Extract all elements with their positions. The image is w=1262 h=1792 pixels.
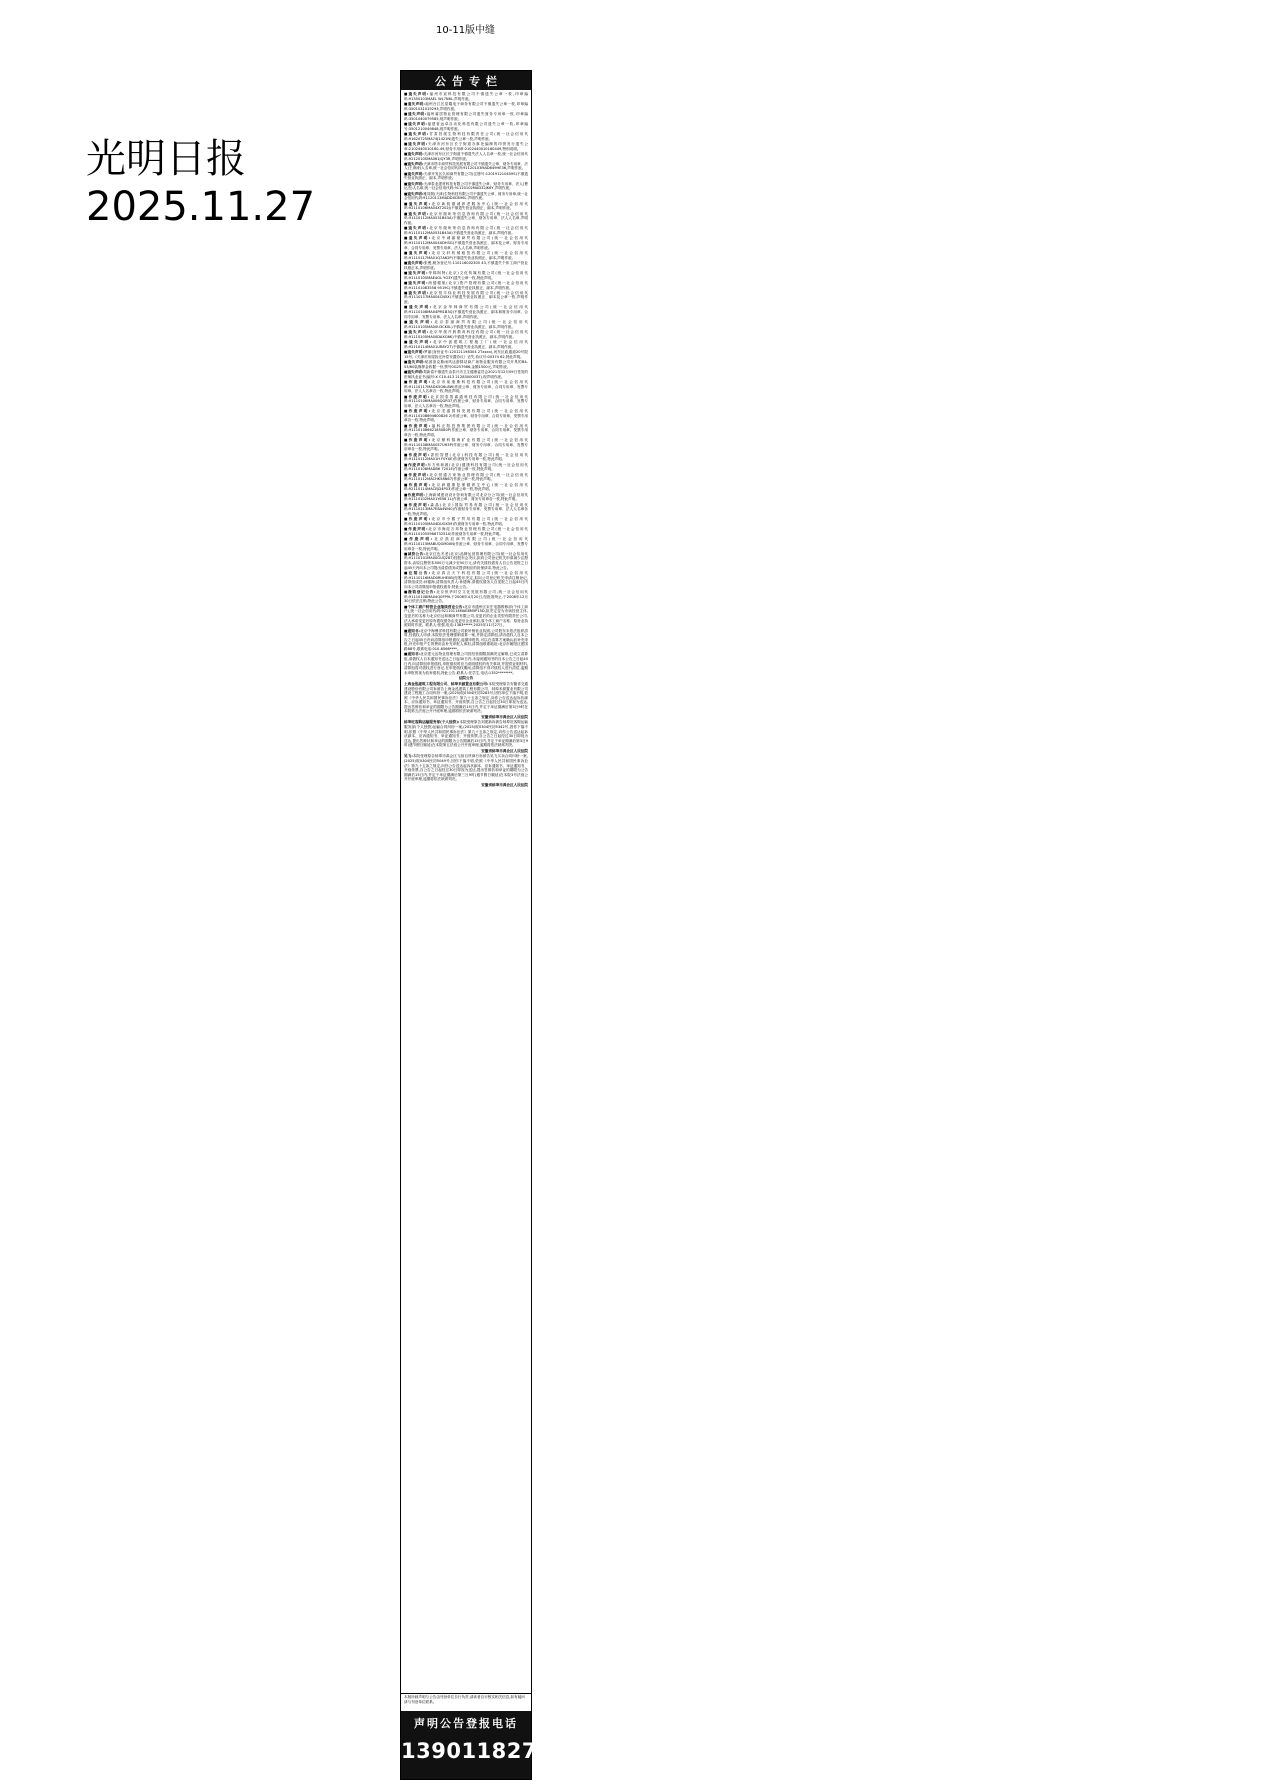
notice-type: ■撤销登记公告: (404, 590, 436, 595)
notice-type: ■作废声明: (404, 438, 431, 443)
notice-type: ■遗失声明: (404, 350, 424, 354)
notice-item (404, 360, 528, 369)
notice-text: 天津市河东区长宁街道办事处编制的印资发行遗失公章:2102440010160-49,财务专用章:2102440010160449,特别说明。 (404, 141, 529, 151)
notice-type: ■遗失声明: (404, 211, 429, 216)
notice-item (404, 605, 528, 628)
court-notice-item (404, 754, 528, 782)
notice-type: ■遗失声明: (404, 305, 432, 310)
notice-item (404, 453, 528, 462)
notice-item (404, 202, 528, 211)
notice-type: ■注销公告: (404, 571, 431, 576)
notice-item (404, 424, 528, 438)
notice-type: ■遗失声明: (404, 340, 432, 345)
notice-text: 北京中创建筑工程施工厂(统一社会信用代码:92110114MA01UR8Y2T)不慎遗失营业执照正、副本,声明作废。 (404, 340, 528, 349)
notice-text: 尚德健航(北京)资产管理有限公司(统一社会信用代码:911101083558 9519C)不慎遗失营业执照正、副本,声明作废。 (404, 280, 528, 290)
notice-type: ■遗失声明: (404, 111, 427, 116)
notice-type: ■遗失声明: (404, 260, 424, 265)
notice-text: 天津开发区久和商贸有限公司(注册号:120191210459S)不慎遗失营业执照正、副本,声明作废。 (404, 171, 528, 181)
notice-type: ■遗失声明: (404, 236, 431, 241)
notice-list (401, 90, 531, 1628)
notice-item (404, 112, 528, 121)
masthead (86, 135, 315, 231)
notice-text: 北京恒丰伟业科技发展有限公司(统一社会信用代码:91110117MA004CN5X)不慎遗失营业执照正、副本及公章一枚,声明作废。 (404, 290, 528, 305)
notice-text: 贴滨洛克斯雨风达游驿站商广场物业服务有限公司开具的B4-53/60装修押金收据一份,票号0G257986,金额1500元,声明作废。 (404, 359, 528, 369)
notice-text: 天津泰业建材科技有限公司不慎遗失公章、财务专用章、法人(曹运杰)人名章,统一社会信用代码:91120102MAD32JK6Y,声明作废。 (404, 181, 528, 191)
notice-type: ■遗失声明: (404, 171, 424, 176)
notice-text: 北京市海淀万邦物业管理有限公司(统一社会信用代码:91110105596673251X)作废财务专用章一枚,特此声明。 (404, 527, 528, 536)
notice-item (404, 132, 528, 141)
notice-text: 天津市塔丰商贸科技发展有限公司不慎遗失公章、财务专用章、法人(王涛涛)人名章,统一社会信用代码:91120103MAD649HE36,声明作废。 (404, 161, 528, 171)
notice-type: ■作废声明: (404, 482, 431, 487)
notice-text: 北京东瑞昕荣信息咨询有限公司(统一社会信用代码:91110112MA0531B43A)不慎遗失公章、财务专用章、法人人名章,声明作废。 (404, 211, 528, 225)
notice-text: 华锦阿特(北京)文化传媒有限公司(统一社会信用代码:91110105MAE4GL YG3Y)遗失公章一枚,特此声明。 (404, 270, 528, 280)
notice-text: 北京金华林商贸有限公司(统一社会信用代码:91110108MA04PM1B3Q)不慎遗失营业执照正、副本和财务专用章、合同专用章、发票专用章、法人人名章,声明作废。 (404, 305, 528, 319)
notice-item (404, 483, 528, 492)
notice-item (404, 380, 528, 394)
notice-item (404, 517, 528, 526)
notice-type: ■作废声明: (404, 379, 431, 384)
notice-text: 北京红色冬老(北京)品牌运营管理有限公司(统一社会信用代码:91110101MA00GUQ287)经股东会决议,拟向公司登记机关申请减少注册资本,由原注册资本500万元减少至50万元,请有关债权债务人自公告见报之日起45天内向本公司提出清偿债务或提供相应的担保请求,特此公告。 (404, 551, 528, 570)
notice-type: ■遗失声明: (404, 290, 429, 295)
notice-type: ■遗失声明: (404, 201, 431, 206)
notice-item (404, 281, 528, 290)
notice-item (404, 122, 528, 131)
court-notice-addressee: 吴飞: (404, 754, 413, 759)
notice-item (404, 571, 528, 589)
notice-text: 北京中海博洋科技有限公司被吊销营业执照,公司股东未依法组织清算,经债权人申请,本院依法受理强制清算一案,并指定清算组,请各债权人自本公告之日起45日内向清算组申报债权,逾期申报的,可以在清算方案确认前补充申报,补充申报产生的费用由补充申报人承担,清算组联系地址:北京市朝阳区建国路88号,联系电话:010-6566****。 (404, 628, 528, 651)
notice-type: ■作废声明: (404, 527, 428, 532)
notice-text: 北京市前迪斯科技有限公司(统一社会信用代码:91110117MADX5G6L8W)作废公章、财务专用章、合同专用章、发票专用章、法人人名章各一枚,特此声明。 (404, 379, 528, 394)
notice-item (404, 261, 528, 270)
notice-type: ■遗失声明: (404, 131, 429, 136)
notice-item (404, 291, 528, 305)
notice-text: 北京恒华时空文化发展有限公司,统一社会信用代码:91110108MA04Q0FP9L于2008年4月20日,经批准终止,于2008年12月30日依法注销,特此公告。 (404, 590, 528, 604)
notice-type: ■作废声明: (404, 409, 431, 414)
hotline-title: 声明公告登报电话 (414, 1717, 518, 1730)
notice-item (404, 463, 528, 472)
notice-type: ■遗失声明: (404, 141, 428, 146)
notice-item (404, 395, 528, 409)
notice-item (404, 527, 528, 536)
notice-type: ■作废声明: (404, 472, 429, 477)
newspaper-name: 光明日报 (86, 136, 246, 182)
notice-text: 甘肃昌晟生物科技有限责任公司(统一社会信用代码:91620725MA74J1421N)遗失公章一枚,声明作废。 (404, 131, 528, 141)
notice-text: 张俊,税务登记号:110116002305 43,不慎遗失个体工商户营业执照正本,声明作废。 (404, 260, 528, 270)
notice-item (404, 236, 528, 250)
court-signature: 安徽省蚌埠市禹会区人民法院 (481, 748, 528, 753)
notice-text: 北京泰丽商贸有限公司(统一社会信用代码:91110105MA00U3CK0L)不慎遗失营业执照正、副本,声明作废。 (404, 320, 528, 329)
notice-type: ■作废声明: (404, 502, 430, 507)
issue-date: 2025.11.27 (86, 184, 316, 230)
notice-item (404, 192, 528, 201)
notice-type: ■减资公告: (404, 551, 425, 556)
notice-type: ■遗失声明: (404, 280, 428, 285)
notice-text: 北京新锐德诚养老服务中心(统一社会信用代码:92110106MA04XT202J)不慎遗失营业执照正、副本,声明作废。 (404, 201, 528, 211)
notice-item (404, 251, 528, 260)
hotline-banner (401, 1711, 568, 1779)
notice-text: 北京华晟开晨教育科技有限公司(统一社会信用代码:91110105MA00DAXG6K)不慎遗失营业执照正、副本,声明作废。 (404, 330, 528, 339)
notice-item (404, 212, 528, 226)
notice-type: ■作废声明: (404, 423, 431, 428)
notice-type: ■遗失声明: (404, 92, 429, 96)
notice-text: 郑新春不慎遗失由泰兴市卫生健康委员会2021年12月09日签发的医师执业证书(编号:X C10-413 21283000037),现声明作废。 (404, 369, 528, 379)
notice-type: ■遗失声明: (404, 181, 424, 186)
court-notice-addressee: 上海金泓建筑工程有限公司、蚌埠禾源置业有限公司: (404, 681, 489, 686)
notice-item (404, 92, 528, 101)
notice-item (404, 590, 528, 604)
notice-text: 森晶(北京)国际贸易有限公司(统一社会信用代码:91110113MA7E8A4W40)作废财务专用章、发票专用章、法人人名章各一枚,特此声明。 (404, 502, 528, 516)
column-header: 公告专栏 (401, 71, 531, 90)
notice-text: 北京凯辰商贸有限公司(统一社会信用代码:91110115MABUQGM0XN)作废公章、财务专用章、合同专用章、发票专用章各一枚,特此声明。 (404, 537, 528, 551)
notice-item (404, 340, 528, 349)
notice-type: ■遗失声明: (404, 151, 424, 156)
notice-text: 雅同娱(天津)生物科技有限公司不慎遗失公章、财务专用章,统一社会信用代码:91120113MADDXC8H6L,声明作废。 (404, 191, 528, 201)
notice-text: 北京龙盛园林发展有限公司(统一社会信用代码:91110108694600826 2)作废公章、财务专用章、合同专用章、发票专用章各一枚,特此声明。 (404, 409, 528, 423)
notice-item (404, 409, 528, 423)
notice-item (404, 226, 528, 235)
notice-item (404, 370, 528, 379)
court-notice-addressee: 蚌埠旺客购运输服务部(个人独资): (404, 720, 460, 725)
court-notice-text: 本院受理原告刘建新诉被告蚌埠旺客购运输服务部(个人独资)运输合同纠纷一案,(2025)皖0304民初5342号,因你下落不明,依照《中华人民共和国民事诉讼法》第九十五条之规定,向你公告送达起诉状副本、应诉通知书、举证通知书、开庭传票,自公告之日起经过30日即视为送达,提出答辩状和举证的期限为公告期满后15日内,并定于举证期满后第3日9时(遇节假日顺延)在本院第五法庭公开开庭审理,逾期将依法缺席判决。 (404, 720, 528, 748)
notice-item (404, 182, 528, 191)
notice-type: ■遗失声明: (404, 121, 427, 126)
footer-note: 本版所载声明与公告由刊登单位自行负责,请读者自行核实相关信息,如有疑问请与刊登单位联系。 (401, 1693, 531, 1705)
notice-item (404, 271, 528, 280)
notice-item (404, 305, 528, 319)
notice-type: ■作废声明: (404, 394, 430, 399)
notice-type: ■通知书: (404, 652, 420, 657)
notice-item (404, 438, 528, 452)
notice-type: ■遗失声明: (404, 226, 429, 231)
court-signature: 安徽省蚌埠市禹会区人民法院 (481, 782, 528, 787)
notice-text: 香恒智慧(北京)科技有限公司(统一社会信用代码:91110112MA01H F0YXE)作废财务专用章一枚,特此声明。 (404, 452, 528, 462)
court-notice-text: 本院受理原告安徽省交通建设股份有限公司诉被告上海金泓建筑工程有限公司、蚌埠禾源置业有限公司建设工程施工合同纠纷一案,(2025)皖0304民初3283号,因你单位下落不明,依照《中华人民共和国民事诉讼法》第九十五条之规定,向你公告送达起诉状副本、应诉通知书、举证通知书、开庭传票,自公告之日起经过30日即视为送达,提出答辩状和举证的期限为公告期满后15日内,并定于举证期满后第3日9时在本院第五法庭公开开庭审理,逾期将依法缺席判决。 (404, 681, 529, 714)
notice-type: ■作废声明: (404, 462, 427, 467)
notice-text: 福建省远卓自动化科技有限公司遗失公章一枚,印章编号:3501210049848,现声明作废。 (404, 121, 528, 131)
notice-text: 北京鼎科锦海矿业有限公司(统一社会信用代码:91110108MA0057UH3P)作废公章、财务专用章、合同专用章、发票专用章各一枚,特此声明。 (404, 438, 528, 452)
notice-type: ■遗失声明: (404, 250, 431, 255)
notice-text: 北京文轩机械租赁有限公司(统一社会信用代码:91110117MA01Q7A62P)不慎遗失营业执照正、副本,声明作废。 (404, 250, 528, 260)
notice-item (404, 152, 528, 161)
court-signature: 安徽省蚌埠市禹会区人民法院 (481, 714, 528, 719)
notice-item (404, 629, 528, 652)
court-notice-text: 本院受理原告蚌埠市禹会区飞扬百货商行诉被告吴飞买卖合同纠纷一案,(2025)皖0304民初5049号,因你下落不明,依照《中华人民共和国民事诉讼法》第九十五条之规定,向你公告送达起诉状副本、应诉通知书、举证通知书、开庭传票,自公告之日起经过30日即视为送达,提出答辩状和举证的期限为公告期满后15日内,并定于举证期满后第三日9时(遇节假日顺延)在本院3号法庭公开开庭审理,逾期将依法缺席判决。 (404, 754, 529, 782)
notice-item (404, 172, 528, 181)
notice-text: 福州市宸科技有限公司不慎遗失公章一枚,印章编码:91350103MAEL WL7N6L,声明作废。 (404, 92, 528, 101)
notice-type: ■遗失声明: (404, 101, 425, 106)
notice-item (404, 473, 528, 482)
court-notice-item (404, 682, 528, 714)
notice-item (404, 652, 528, 675)
notice-type: ■遗失声明: (404, 191, 424, 196)
notice-text: 北京润德康复保健养生中心(统一社会信用代码:92110114MACEJD4P03)作废公章一枚,特此声明。 (404, 482, 528, 492)
hotline-phone: 13901182789 (401, 1739, 568, 1763)
notice-type: ■遗失声明: (404, 270, 428, 275)
notice-text: 上海新城建设设计咨询有限公司北京分公司(统一社会信用代码:91110102MA01Y658 1L)作废公章、财务专用章各一枚,特此声明。 (404, 492, 528, 502)
notice-item (404, 552, 528, 570)
notice-text: 东方科和源(北京)健康科技有限公司(统一社会信用代码:91110108MADB6 7201E)作废公章一枚,特此声明。 (404, 462, 528, 472)
notice-text: 罗丽(身份证号:120121198304 2Txxxx),河东区政通道20号院15号,《天津市房屋拆迁补偿安置协议》丢失,协议号:00374 62,特此声明。 (404, 350, 528, 359)
notice-text: 北京国泰智睿通科技有限公司(统一社会信用代码:91110106MA006QGR37)作废公章、财务专用章、合同专用章、发票专用章、法人人名章各一枚,特此声明。 (404, 394, 528, 408)
notice-text: 北京建元达物业管理有限公司因经营期限届满决定解散,已成立清算组,请债权人自本通知书送达之日起30日内,未接到通知书的自本公告之日起45日内,向清算组申报债权,申报债权时应当说明债权的有关事项,并提供证明材料,清算组将对债权进行登记,在申报债权期间,清算组不得对债权人进行清偿,逾期未申报的视为放弃债权,特此公告,联系人:任学生,电话:1352********。 (404, 652, 528, 675)
notice-text: 北京市通州区宋庄电器维修部(个体工商户),统一社会信用代码:92110114MAE8M5P15D,拟决定变为市场经营主体,变更后的名称为北京信达和顺商贸有限公司,变更后的企业类型有限责任公司,法人承诺变更后原有债权债务由变更后企业承担,原个体工商户名称、原营业执照同时作废。联系人:张强,电话:1383*****,2025年11月27日。 (404, 604, 528, 628)
notice-item (404, 330, 528, 339)
notice-text: 北京恒通万家物业管理有限公司(统一社会信用代码:91110112MACHK58N67)作废公章一枚,特此声明。 (404, 472, 528, 482)
notice-text: 天津市河东区长宁街道不慎遗失法人人名章一枚,统一社会信用代码:9212010SMA061JQY3R,声明作废。 (404, 151, 528, 161)
notice-type: ■作废声明: (404, 492, 425, 497)
notice-type: ■通知书: (404, 628, 420, 633)
notice-text: 北京巾小猴子贸易有限公司(统一社会信用代码:91110105MA04DUGX59)作废财务专用章一枚,特此声明。 (404, 517, 528, 526)
notice-text: 北京中诚嘉豪商贸有限公司(统一社会信用代码:91110112MA004XDH3G)不慎遗失营业执照正、副本及公章、财务专用章、合同专用章、发票专用章、法人人名章,声明作废。 (404, 236, 528, 250)
notice-item (404, 503, 528, 517)
notice-type: ■个体工商户转营企业继续营业公告: (404, 604, 465, 609)
notice-type: ■作废声明: (404, 537, 433, 542)
notice-item (404, 350, 528, 359)
notice-item (404, 142, 528, 151)
notice-text: 福州台江区星耀电子商务有限公司不慎遗失公章一枚,印章编码:3501031019293,声明作废。 (404, 101, 528, 111)
notice-item (404, 320, 528, 329)
notice-item (404, 102, 528, 111)
notice-type: ■遗失声明: (404, 359, 425, 364)
notice-type: ■遗失声明: (404, 330, 429, 335)
notice-type: ■遗失声明: (404, 369, 424, 374)
notice-text: 福科正阳投资集团有限公司(统一社会信用代码:91110108662185080P)作废公章、财务专用章、合同专用章、发票专用章各一枚,特此声明。 (404, 423, 528, 437)
notice-item (404, 537, 528, 551)
notice-text: 福州睿居物业管理有限公司遗失财务专用章一枚,印章编码:3501040079585,现声明作废。 (404, 111, 528, 121)
notice-text: 北京东瑞昕荣信息咨询有限公司(统一社会信用代码:91110112MA0531B43A)不慎遗失营业执照正、副本,声明作废。 (404, 226, 528, 235)
court-notice-item (404, 720, 528, 748)
announcement-column (400, 70, 568, 1780)
notice-item (404, 493, 528, 502)
notice-type: ■作废声明: (404, 517, 431, 522)
notice-type: ■遗失声明: (404, 161, 424, 166)
notice-item (404, 162, 528, 171)
notice-type: ■作废声明: (404, 452, 430, 457)
court-notice-heading: 法院公告 (458, 676, 474, 681)
notice-type: ■遗失声明: (404, 320, 433, 325)
notice-text: 北京真言天下科技有限公司(统一社会信用代码:91110116MAD0RUHE0B)经股东决定,拟向公司登记机关申请注销登记,清算组成员:孙德海,清算组负责人:孙德海,请债权债务人自见报之日起45日内向本公司清算组申报债权债务,特此公告。 (404, 571, 528, 589)
fold-label: 10-11版中缝 (436, 25, 496, 36)
